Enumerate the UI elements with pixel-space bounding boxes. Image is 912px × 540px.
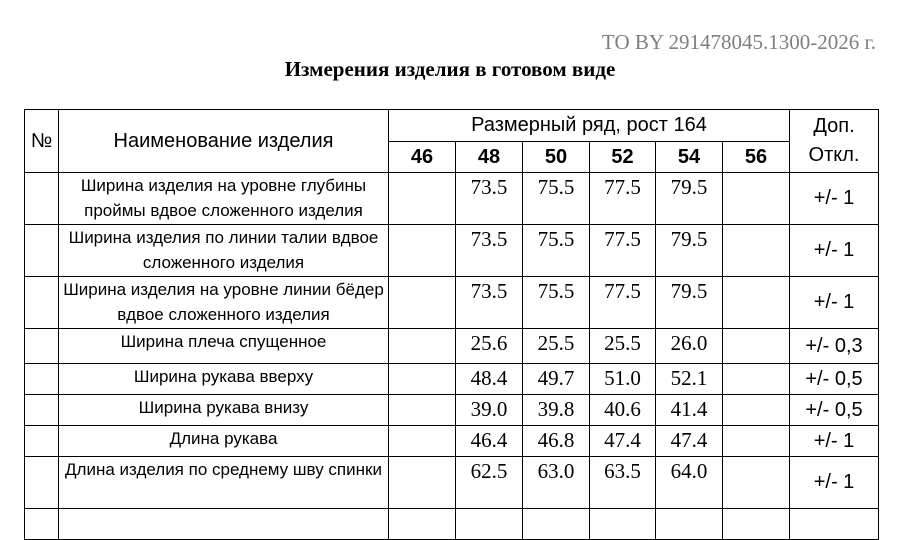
value-cell: 64.0: [656, 457, 723, 509]
table-row-empty: [25, 509, 879, 540]
empty-cell: [523, 509, 590, 540]
value-cell: 77.5: [590, 277, 656, 329]
value-cell: 75.5: [523, 277, 590, 329]
value-cell: 47.4: [656, 426, 723, 457]
row-name: Ширина изделия на уровне глубины проймы вдвое сложенного изделия: [59, 173, 389, 225]
value-cell: [389, 364, 456, 395]
value-cell: [723, 364, 790, 395]
value-cell: 51.0: [590, 364, 656, 395]
deviation-cell: +/- 1: [790, 173, 879, 225]
row-name: Длина изделия по среднему шву спинки: [59, 457, 389, 509]
table-row: [25, 329, 879, 364]
value-cell: 40.6: [590, 395, 656, 426]
table-row: [25, 173, 879, 225]
value-cell: 79.5: [656, 173, 723, 225]
value-cell: [389, 426, 456, 457]
value-cell: 62.5: [456, 457, 523, 509]
value-cell: [389, 277, 456, 329]
value-cell: [723, 225, 790, 277]
value-cell: [723, 426, 790, 457]
row-name: Ширина изделия на уровне линии бёдер вдвое сложенного изделия: [59, 277, 389, 329]
row-name: Ширина плеча спущенное: [59, 329, 389, 364]
header-num: №: [25, 110, 59, 173]
table-row: [25, 225, 879, 277]
value-cell: [389, 173, 456, 225]
header-deviation-line2: Откл.: [808, 144, 860, 166]
value-cell: 46.4: [456, 426, 523, 457]
row-num-cell: [25, 225, 59, 277]
empty-cell: [656, 509, 723, 540]
table-row: [25, 457, 879, 509]
value-cell: [723, 173, 790, 225]
row-name: Длина рукава: [59, 426, 389, 457]
value-cell: 39.8: [523, 395, 590, 426]
header-deviation: [790, 110, 879, 173]
value-cell: 75.5: [523, 173, 590, 225]
table-row: [25, 426, 879, 457]
row-num-cell: [25, 329, 59, 364]
header-deviation-line1: Доп.: [813, 115, 855, 137]
value-cell: [389, 395, 456, 426]
value-cell: 26.0: [656, 329, 723, 364]
empty-cell: [59, 509, 389, 540]
table-row: [25, 277, 879, 329]
row-name: Ширина рукава вверху: [59, 364, 389, 395]
value-cell: 77.5: [590, 173, 656, 225]
value-cell: 39.0: [456, 395, 523, 426]
value-cell: 79.5: [656, 277, 723, 329]
deviation-cell: +/- 1: [790, 426, 879, 457]
value-cell: 46.8: [523, 426, 590, 457]
value-cell: 49.7: [523, 364, 590, 395]
deviation-cell: +/- 0,3: [790, 329, 879, 364]
value-cell: 25.5: [590, 329, 656, 364]
row-name: Ширина изделия по линии талии вдвое сложенного изделия: [59, 225, 389, 277]
empty-cell: [25, 509, 59, 540]
header-row-top: [25, 110, 879, 142]
row-num-cell: [25, 457, 59, 509]
value-cell: 63.0: [523, 457, 590, 509]
deviation-cell: +/- 0,5: [790, 364, 879, 395]
value-cell: 75.5: [523, 225, 590, 277]
header-size-52: 52: [590, 142, 656, 173]
table-row: [25, 364, 879, 395]
empty-cell: [590, 509, 656, 540]
row-num-cell: [25, 173, 59, 225]
row-name: Ширина рукава внизу: [59, 395, 389, 426]
value-cell: 52.1: [656, 364, 723, 395]
table-row: [25, 395, 879, 426]
deviation-cell: +/- 0,5: [790, 395, 879, 426]
row-num-cell: [25, 395, 59, 426]
header-size-46: 46: [389, 142, 456, 173]
value-cell: [389, 225, 456, 277]
value-cell: 77.5: [590, 225, 656, 277]
row-num-cell: [25, 364, 59, 395]
deviation-cell: +/- 1: [790, 457, 879, 509]
empty-cell: [389, 509, 456, 540]
value-cell: [723, 277, 790, 329]
value-cell: 63.5: [590, 457, 656, 509]
value-cell: 73.5: [456, 225, 523, 277]
value-cell: 73.5: [456, 173, 523, 225]
value-cell: 25.5: [523, 329, 590, 364]
header-name: Наименование изделия: [59, 110, 389, 173]
header-size-56: 56: [723, 142, 790, 173]
value-cell: [723, 395, 790, 426]
value-cell: [389, 329, 456, 364]
value-cell: 79.5: [656, 225, 723, 277]
value-cell: 47.4: [590, 426, 656, 457]
value-cell: [723, 329, 790, 364]
empty-cell: [790, 509, 879, 540]
header-size-54: 54: [656, 142, 723, 173]
value-cell: [723, 457, 790, 509]
value-cell: 73.5: [456, 277, 523, 329]
value-cell: 48.4: [456, 364, 523, 395]
header-size-48: 48: [456, 142, 523, 173]
empty-cell: [723, 509, 790, 540]
deviation-cell: +/- 1: [790, 277, 879, 329]
row-num-cell: [25, 426, 59, 457]
header-size-50: 50: [523, 142, 590, 173]
value-cell: 41.4: [656, 395, 723, 426]
value-cell: [389, 457, 456, 509]
value-cell: 25.6: [456, 329, 523, 364]
row-num-cell: [25, 277, 59, 329]
header-size-group: Размерный ряд, рост 164: [389, 110, 790, 142]
deviation-cell: +/- 1: [790, 225, 879, 277]
document-title: Измерения изделия в готовом виде: [284, 57, 616, 81]
empty-cell: [456, 509, 523, 540]
document-code: ТО BY 291478045.1300-2026 г.: [601, 30, 876, 54]
measurements-table: [24, 109, 879, 540]
